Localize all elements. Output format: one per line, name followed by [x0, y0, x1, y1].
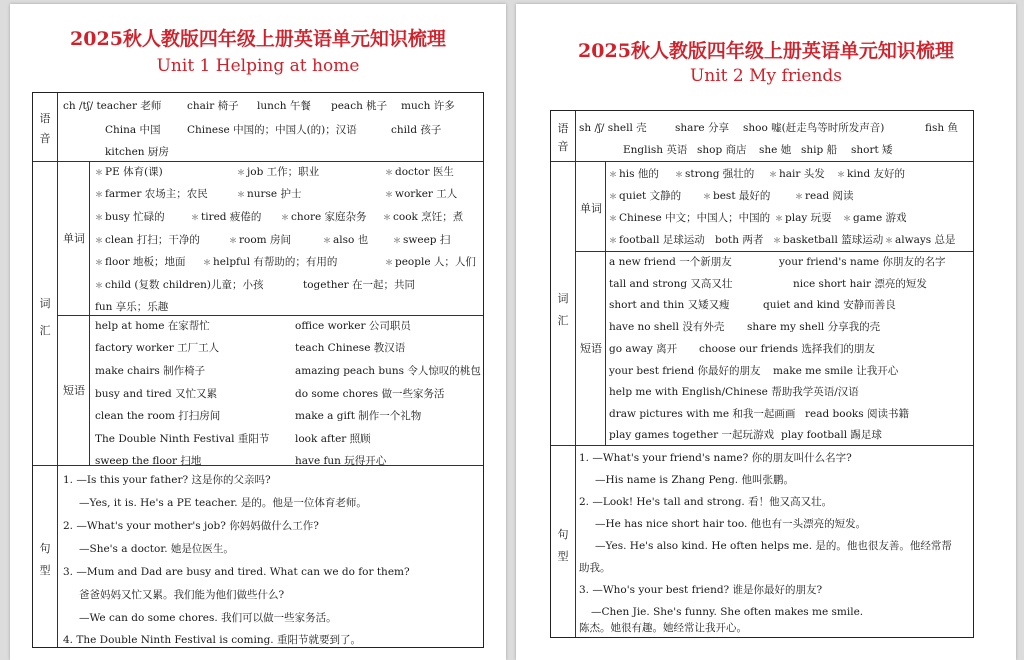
word-item: ＊ room 房间	[229, 235, 291, 246]
word-item: ＊ football 足球运动	[609, 235, 705, 246]
phonics-item: shoo 嘘(赶走鸟等时所发声音)	[743, 122, 885, 134]
word-item: ＊ busy 忙碌的	[95, 212, 165, 223]
unit-title: Unit 1 Helping at home	[156, 56, 360, 76]
worksheet-page-unit1	[10, 4, 506, 660]
phrase-item: clean the room 打扫房间	[95, 410, 221, 422]
phrase-item: your best friend 你最好的朋友	[609, 365, 761, 377]
phrase-item: nice short hair 漂亮的短发	[793, 278, 927, 290]
word-item: ＊ always 总是	[885, 235, 956, 246]
phonics-item: fish 鱼	[925, 122, 958, 134]
word-item: ＊ also 也	[323, 235, 368, 246]
phonics-label: 语	[39, 112, 51, 125]
phrases-label: 短语	[580, 342, 602, 355]
word-item: together 在一起；共同	[303, 279, 416, 291]
phrase-item: make me smile 让我开心	[773, 365, 899, 377]
sentence-line: 4. The Double Ninth Festival is coming. 重阳节就要到了。	[63, 634, 361, 646]
phonics-item: shop 商店	[697, 144, 747, 156]
vocab-label: 词	[557, 292, 569, 305]
phrase-item: amazing peach buns 令人惊叹的桃包	[295, 365, 481, 377]
phonics-label: 语	[557, 122, 569, 135]
phonics-item: chair 椅子	[187, 100, 239, 112]
sentence-line: 2. —Look! He's tall and strong. 看！他又高又壮。	[579, 496, 833, 508]
phrase-item: help at home 在家帮忙	[95, 320, 210, 332]
phonics-item: much 许多	[401, 100, 455, 112]
sentence-line: —He has nice short hair too. 他也有一头漂亮的短发。	[595, 518, 867, 530]
word-item: ＊ strong 强壮的	[675, 169, 754, 180]
sentence-line: 1. —What's your friend's name? 你的朋友叫什么名字?	[579, 452, 852, 464]
word-item: ＊ people 人；人们	[385, 257, 476, 268]
unit-title: Unit 2 My friends	[689, 66, 843, 86]
phrase-item: play games together 一起玩游戏	[609, 429, 775, 441]
sentence-line: —Yes, it is. He's a PE teacher. 是的。他是一位体育老师。	[79, 497, 367, 509]
word-item: ＊ game 游戏	[843, 213, 907, 224]
phrase-item: go away 离开	[609, 343, 678, 355]
sentence-line: 陈杰。她很有趣。她经常让我开心。	[579, 622, 747, 634]
phonics-item: English 英语	[623, 144, 688, 156]
vocab-label: 汇	[557, 314, 569, 327]
phrase-item: teach Chinese 教汉语	[295, 342, 406, 354]
word-item: ＊ clean 打扫；干净的	[95, 235, 200, 246]
phonics-label: 音	[557, 140, 569, 153]
phonics-item: kitchen 厨房	[105, 146, 169, 158]
phrase-item: do some chores 做一些家务活	[295, 388, 445, 400]
phrase-item: help me with English/Chinese 帮助我学英语/汉语	[609, 386, 859, 398]
word-item: both 两者	[715, 234, 764, 246]
sentence-line: 3. —Mum and Dad are busy and tired. What can we do for them?	[63, 566, 410, 578]
phrase-item: share my shell 分享我的壳	[747, 321, 881, 333]
word-item: ＊ kind 友好的	[837, 169, 905, 180]
word-item: ＊ hair 头发	[769, 169, 825, 180]
phonics-item: short 矮	[851, 144, 893, 156]
word-item: ＊ best 最好的	[703, 191, 770, 202]
phrase-item: read books 阅读书籍	[805, 408, 910, 420]
sentence-line: 1. —Is this your father? 这是你的父亲吗?	[63, 474, 271, 486]
phonics-item: ship 船	[801, 144, 838, 156]
sentence-line: —Chen Jie. She's funny. She often makes me smile.	[591, 606, 864, 618]
vocab-label: 词	[39, 297, 51, 310]
words-label: 单词	[63, 232, 85, 245]
phrase-item: play football 踢足球	[781, 429, 882, 441]
word-item: ＊ nurse 护士	[237, 189, 301, 200]
knowledge-table	[32, 92, 484, 648]
phrase-item: have fun 玩得开心	[295, 455, 387, 467]
phrase-item: make a gift 制作一个礼物	[295, 410, 422, 422]
sentences-label: 型	[39, 564, 51, 577]
phrase-item: quiet and kind 安静而善良	[763, 299, 896, 311]
word-item: ＊ PE 体育(课)	[95, 167, 163, 178]
word-item: ＊ Chinese 中文；中国人；中国的	[609, 213, 770, 224]
sentence-line: 2. —What's your mother's job? 你妈妈做什么工作?	[63, 520, 319, 532]
word-item: ＊ quiet 文静的	[609, 191, 681, 202]
sentences-label: 句	[557, 528, 569, 541]
phrase-item: look after 照顾	[295, 433, 371, 445]
phrase-item: sweep the floor 扫地	[95, 455, 202, 467]
phrase-item: make chairs 制作椅子	[95, 365, 206, 377]
phrase-item: draw pictures with me 和我一起画画	[609, 408, 796, 420]
phrase-item: factory worker 工厂工人	[95, 342, 220, 354]
word-item: ＊ his 他的	[609, 169, 659, 180]
page-title: 2025秋人教版四年级上册英语单元知识梳理	[70, 28, 446, 50]
word-item: ＊ child (复数 children)儿童；小孩	[95, 280, 264, 291]
phonics-item: sh /ʃ/ shell 壳	[579, 122, 647, 134]
word-item: ＊ sweep 扫	[393, 235, 450, 246]
words-label: 单词	[580, 202, 602, 215]
word-item: ＊ play 玩耍	[775, 213, 832, 224]
sentences-label: 句	[39, 542, 51, 555]
phonics-item: peach 桃子	[331, 100, 388, 112]
sentence-line: —Yes. He's also kind. He often helps me. 是的。他也很友善。他经常帮	[595, 540, 952, 552]
sentence-line: —She's a doctor. 她是位医生。	[79, 543, 234, 555]
word-item: ＊ cook 烹饪；煮	[383, 212, 463, 223]
vocab-label: 汇	[39, 324, 51, 337]
sentence-line: 3. —Who's your best friend? 谁是你最好的朋友?	[579, 584, 823, 596]
phrase-item: office worker 公司职员	[295, 320, 411, 332]
sentence-line: 爸爸妈妈又忙又累。我们能为他们做些什么?	[79, 589, 285, 601]
word-item: ＊ worker 工人	[385, 189, 457, 200]
word-item: ＊ helpful 有帮助的；有用的	[203, 257, 337, 268]
sentences-label: 型	[557, 550, 569, 563]
phrases-label: 短语	[63, 384, 85, 397]
phrase-item: your friend's name 你朋友的名字	[779, 256, 946, 268]
word-item: ＊ chore 家庭杂务	[281, 212, 367, 223]
phrase-item: a new friend 一个新朋友	[609, 256, 732, 268]
word-item: ＊ farmer 农场主；农民	[95, 189, 208, 200]
phonics-item: lunch 午餐	[257, 100, 311, 112]
sentence-line: —His name is Zhang Peng. 他叫张鹏。	[595, 474, 794, 486]
phrase-item: The Double Ninth Festival 重阳节	[95, 433, 270, 445]
phrase-item: tall and strong 又高又壮	[609, 278, 733, 290]
word-item: ＊ tired 疲倦的	[191, 212, 261, 223]
phonics-item: she 她	[759, 144, 792, 156]
phonics-item: Chinese 中国的；中国人(的)；汉语	[187, 124, 357, 136]
word-item: ＊ floor 地板；地面	[95, 257, 186, 268]
word-item: ＊ read 阅读	[795, 191, 854, 202]
phonics-label: 音	[39, 132, 51, 145]
worksheet-page-unit2	[516, 4, 1016, 660]
page-title: 2025秋人教版四年级上册英语单元知识梳理	[578, 40, 954, 62]
word-item: ＊ doctor 医生	[385, 167, 454, 178]
phrase-item: short and thin 又矮又瘦	[609, 299, 730, 311]
phonics-item: China 中国	[105, 124, 161, 136]
phonics-item: share 分享	[675, 122, 729, 134]
phrase-item: choose our friends 选择我们的朋友	[699, 343, 875, 355]
sentence-line: —We can do some chores. 我们可以做一些家务活。	[79, 612, 337, 624]
phonics-item: ch /tʃ/ teacher 老师	[63, 100, 162, 112]
knowledge-table	[550, 110, 974, 638]
word-item: fun 享乐；乐趣	[95, 301, 169, 313]
phrase-item: busy and tired 又忙又累	[95, 388, 218, 400]
phonics-item: child 孩子	[391, 124, 442, 136]
sentence-line: 助我。	[579, 562, 611, 574]
word-item: ＊ basketball 篮球运动	[773, 235, 883, 246]
word-item: ＊ job 工作；职业	[237, 167, 319, 178]
phrase-item: have no shell 没有外壳	[609, 321, 725, 333]
